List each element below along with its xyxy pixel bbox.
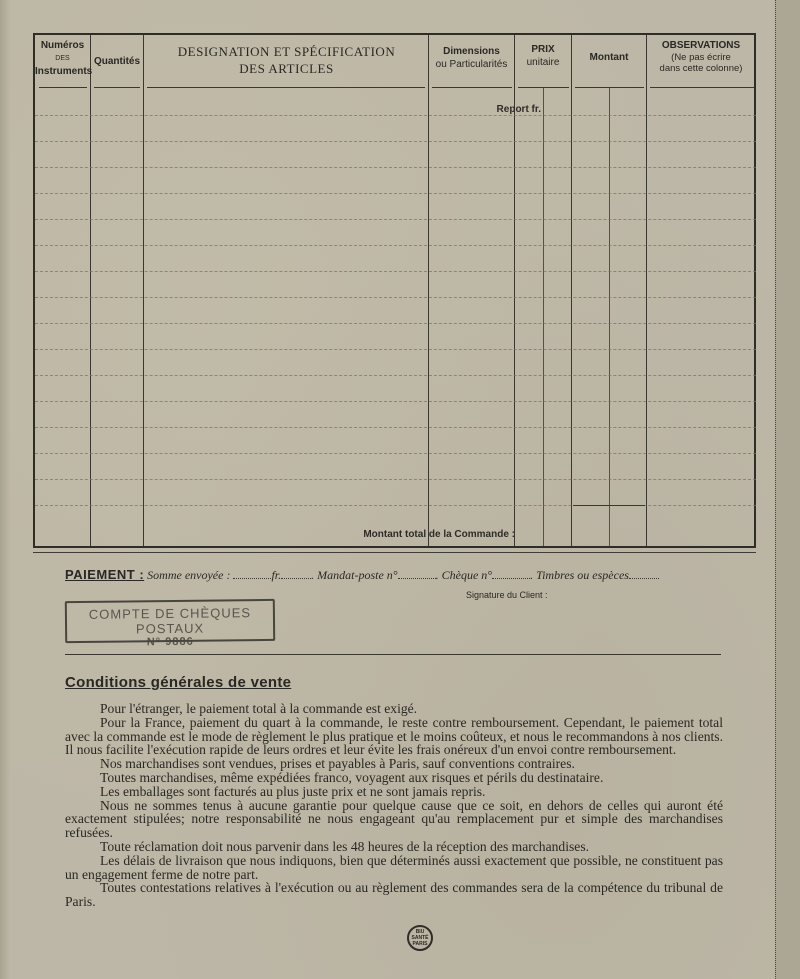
header-observations: OBSERVATIONS (Ne pas écrire dans cette colonne)	[659, 40, 743, 74]
fr-label: fr.	[271, 568, 282, 582]
column-divider	[543, 87, 544, 546]
condition-paragraph: Toutes marchandises, même expédiées franco, voyagent aux risques et périls du destinataire.	[100, 769, 604, 785]
column-divider	[609, 87, 610, 546]
mandat-field[interactable]	[398, 568, 436, 579]
timbres-field[interactable]	[629, 568, 659, 579]
cheque-field[interactable]	[492, 568, 530, 579]
condition-paragraph: Pour l'étranger, le paiement total à la commande est exigé.	[100, 701, 418, 716]
column-divider	[646, 35, 647, 546]
order-table	[33, 33, 756, 548]
column-divider	[428, 35, 429, 546]
total-underline	[573, 505, 645, 506]
somme-label: Somme envoyée :	[147, 568, 231, 582]
cheque-label: . Chèque n°	[435, 568, 493, 582]
timbres-label: . Timbres ou espèces	[530, 568, 629, 582]
fr-field[interactable]	[281, 568, 311, 579]
conditions-text	[65, 702, 723, 909]
somme-field[interactable]	[233, 568, 271, 579]
column-divider	[90, 35, 91, 546]
condition-paragraph: Les délais de livraison que nous indiquons, bien que déterminés aussi exactement que possible, ne constituent pas un engagement ferme de notre part.	[65, 852, 723, 882]
condition-paragraph: Pour la France, paiement du quart à la commande, le reste contre remboursement. Cependant, le paiement total avec la commande est le mode de règlement le plus pratique et le moins coûteux, et nous le recommandons à nos clients. Il nous facilite l'exécution rapide de leurs ordres et leur évite les frais onéreux d'un envoi contre remboursement.	[65, 714, 723, 758]
header-designation: DESIGNATION ET SPÉCIFICATION DES ARTICLES	[177, 44, 396, 76]
condition-paragraph: Toute réclamation doit nous parvenir dans les 48 heures de la réception des marchandises.	[100, 838, 590, 854]
postal-cheque-stamp: COMPTE DE CHÈQUES POSTAUX N° 9886	[65, 599, 275, 643]
signature-label: Signature du Client :	[466, 590, 548, 600]
section-divider	[65, 654, 721, 655]
condition-paragraph: Toutes contestations relatives à l'exécution ou au règlement des commandes sera de la compétence du tribunal de Paris.	[65, 880, 723, 910]
payment-label: PAIEMENT :	[65, 567, 145, 582]
condition-paragraph: Nous ne sommes tenus à aucune garantie pour quelque cause que ce soit, en dehors de celles qui auront été exactement stipulées; notre responsabilité ne nous engageant qu'au remplacement pur et simple des marchandises refusées.	[65, 797, 723, 841]
header-montant: Montant	[589, 52, 629, 63]
total-label: Montant total de la Commande :	[363, 529, 515, 540]
condition-paragraph: Les emballages sont facturés au plus juste prix et ne sont jamais repris.	[100, 783, 486, 799]
column-divider	[571, 35, 572, 546]
mandat-label: . Mandat-poste n°	[311, 568, 398, 582]
report-label: Report fr.	[496, 104, 541, 115]
header-quantites: Quantités	[93, 56, 141, 67]
header-prix: PRIX unitaire	[526, 44, 560, 68]
perforated-right-edge	[775, 0, 800, 979]
section-divider	[33, 552, 756, 553]
header-dimensions: Dimensions ou Particularités	[435, 46, 508, 70]
payment-line	[65, 567, 745, 587]
header-numeros: Numéros DES Instruments	[35, 40, 93, 77]
library-seal-icon: BIU SANTÉ PARIS	[407, 925, 433, 951]
conditions-title: Conditions générales de vente	[65, 674, 292, 691]
condition-paragraph: Nos marchandises sont vendues, prises et payables à Paris, sauf conventions contraires.	[100, 756, 575, 772]
page-left-edge	[0, 0, 10, 979]
column-divider	[143, 35, 144, 546]
